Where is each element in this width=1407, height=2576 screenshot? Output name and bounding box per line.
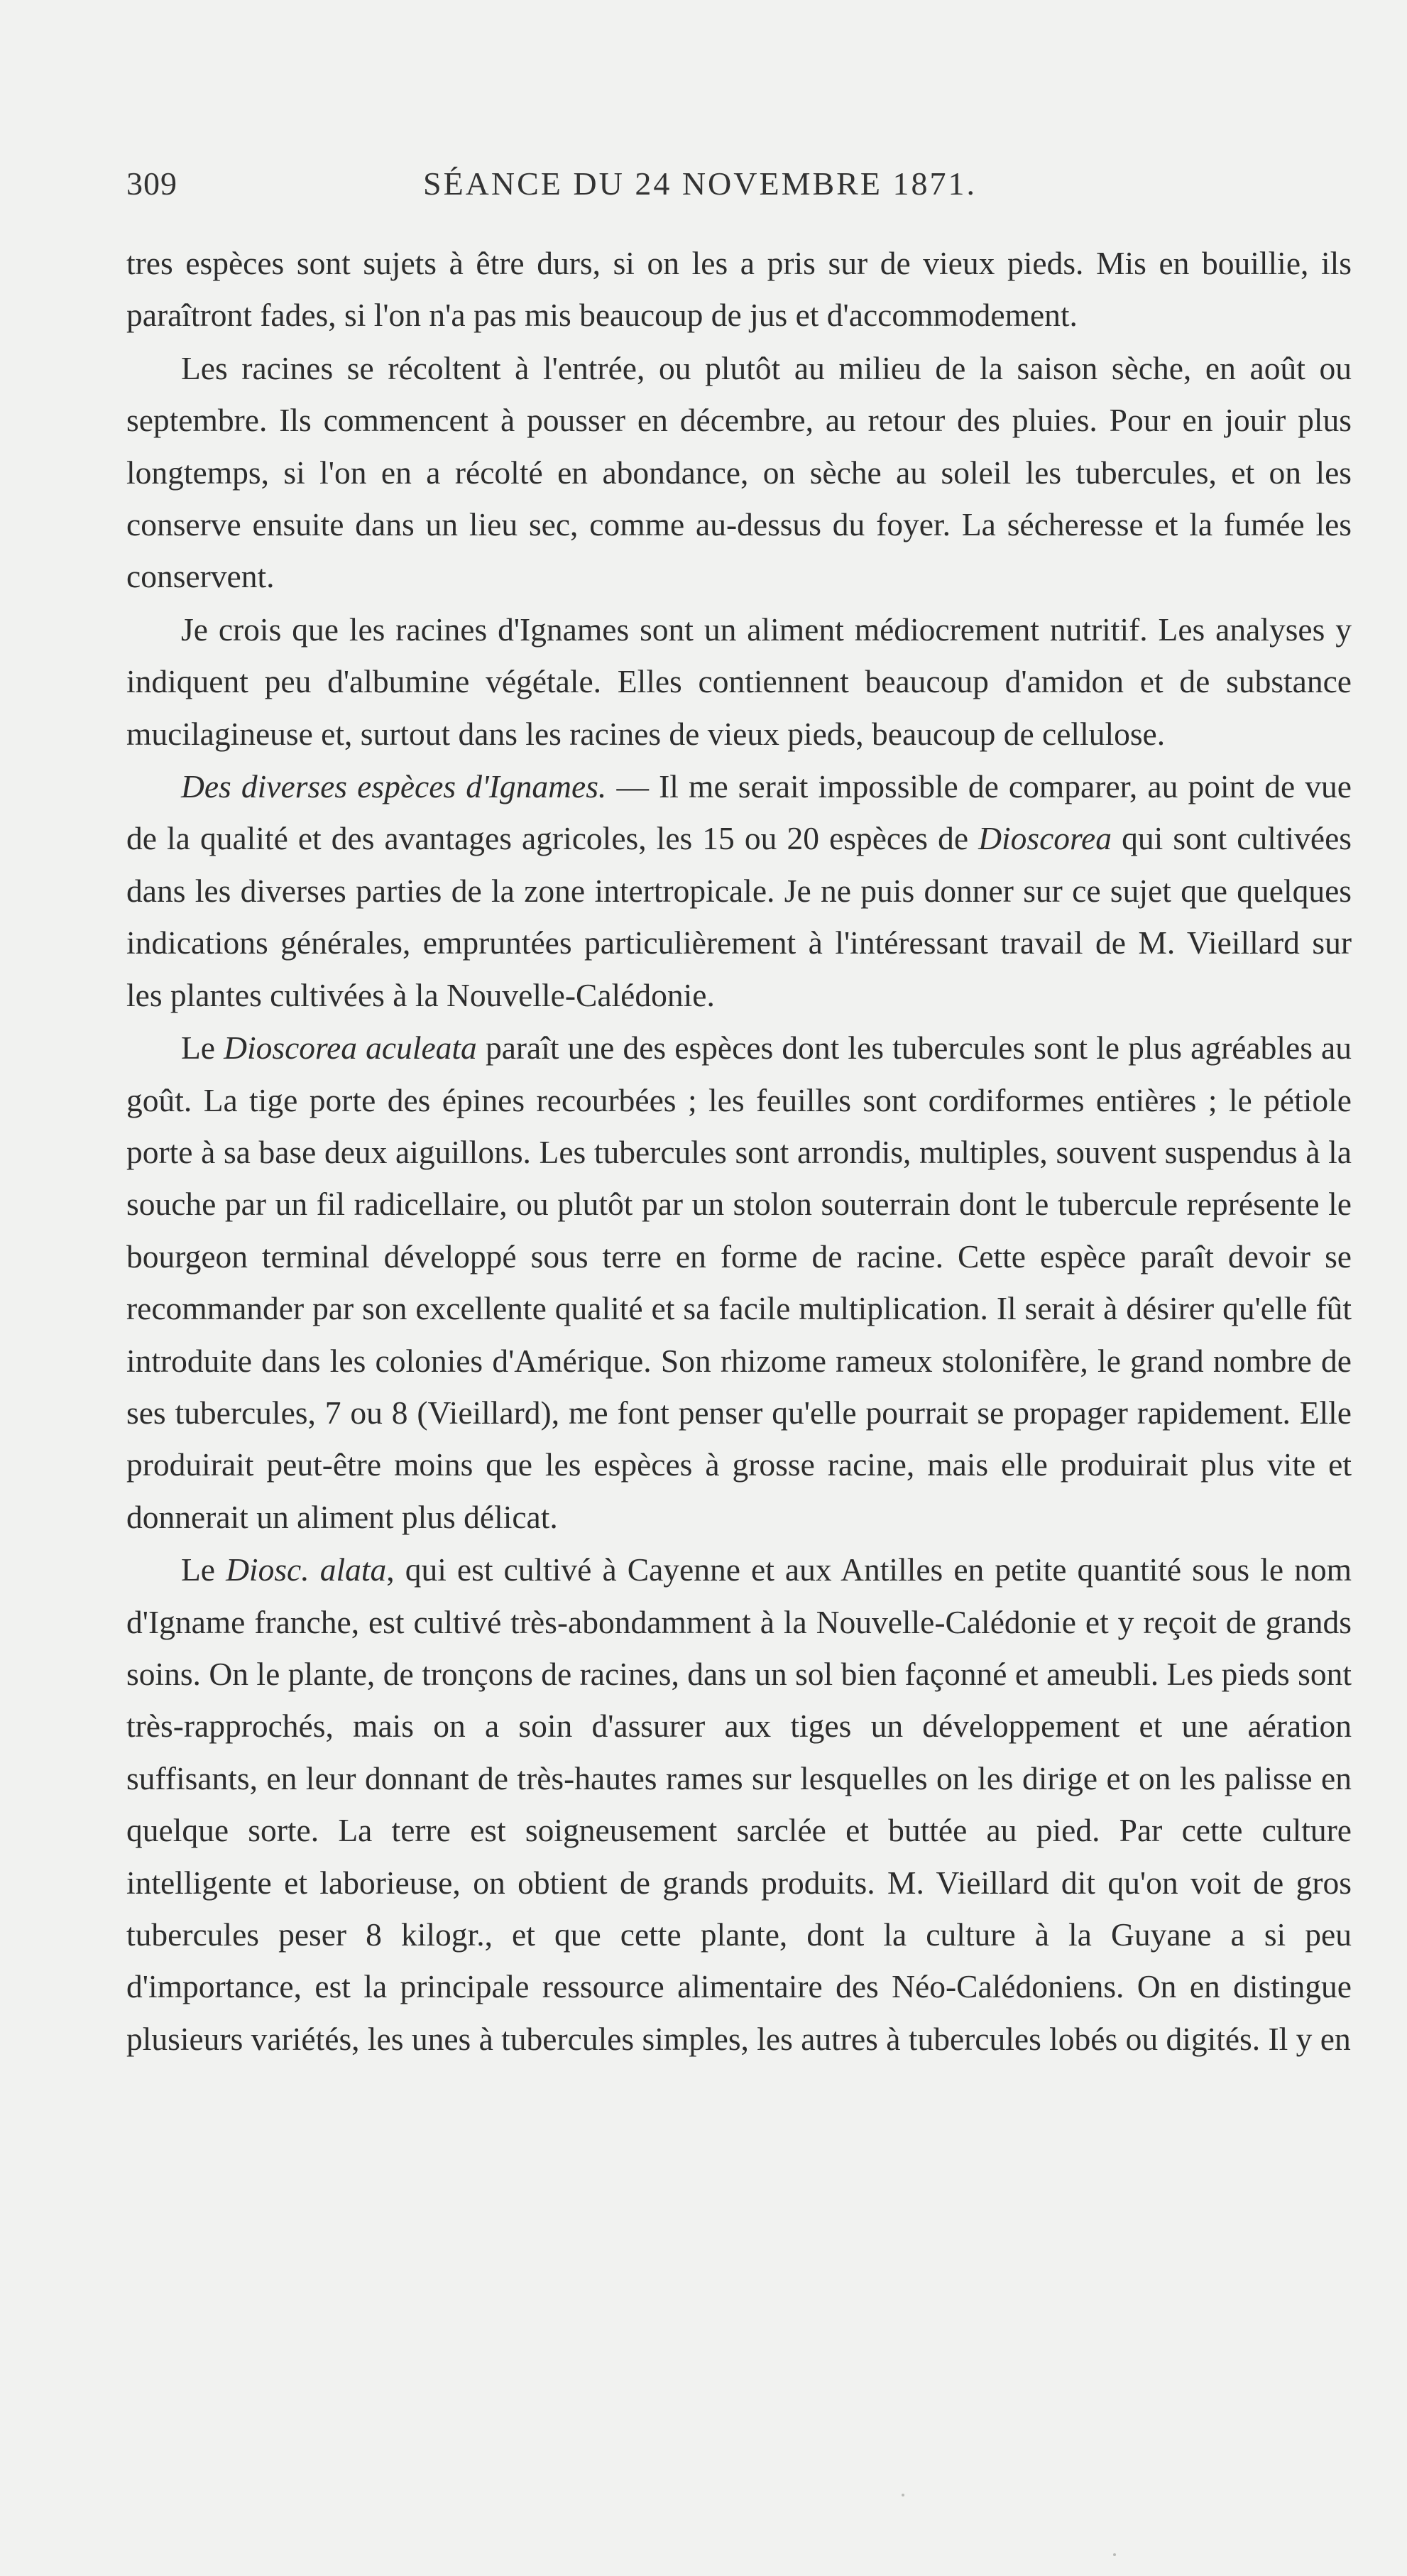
italic-text: Diosc. alata xyxy=(226,1551,387,1588)
text-run: , qui est cultivé à Cayenne et aux Antilles en petite quantité sous le nom d'Igname franche, est cultivé très-abondamment à la Nouvelle-Calédonie et y reçoit de grands soins. On le plante, de tronçons de racines, dans un sol bien façonné et ameubli. Les pieds sont très-rapprochés, mais on a soin d'assurer aux tiges un développement et une aération suffisants, en leur donnant de très-hautes rames sur lesquelles on les dirige et on les palisse en quelque sorte. La terre est soigneusement sarclée et buttée au pied. Par cette culture intelligente et laborieuse, on obtient de grands produits. M. Vieillard dit qu'on voit de gros tubercules peser 8 kilogr., et que cette plante, dont la culture à la Guyane a si peu d'importance, est la principale ressource alimentaire des Néo-Calédoniens. On en distingue plusieurs variétés, les unes à tubercules simples, les autres à tubercules lobés ou digités. Il y en xyxy=(126,1551,1352,2057)
italic-text: Dioscorea aculeata xyxy=(224,1030,477,1066)
scan-speck xyxy=(1113,2553,1116,2556)
text-run: paraît une des espèces dont les tubercules sont le plus agréables au goût. La tige porte des épines recourbées ; les feuilles sont cordiformes entières ; le pétiole porte à sa base deux aiguillons. Les tubercules sont arrondis, multiples, souvent suspendus à la souche par un fil radicellaire, ou plutôt par un stolon souterrain dont le tubercule représente le bourgeon terminal développé sous terre en forme de racine. Cette espèce paraît devoir se recommander par son excellente qualité et sa facile multiplication. Il serait à désirer qu'elle fût introduite dans les colonies d'Amérique. Son rhizome rameux stolonifère, le grand nombre de ses tubercules, 7 ou 8 (Vieillard), me font penser qu'elle pourrait se propager rapidement. Elle produirait peut-être moins que les espèces à grosse racine, mais elle produirait plus vite et donnerait un aliment plus délicat. xyxy=(126,1030,1352,1535)
italic-text: Dioscorea xyxy=(978,820,1112,857)
page-content xyxy=(126,155,1352,2065)
text-run: — Il me serait impossible de comparer, au point de vue de la qualité et des avantages agricoles, les 15 ou 20 espèces de xyxy=(126,768,1352,857)
text-run: tres espèces sont sujets à être durs, si on les a pris sur de vieux pieds. Mis en bouillie, ils paraîtront fades, si l'on n'a pas mis beaucoup de jus et d'accommodement. xyxy=(126,245,1352,334)
page-header xyxy=(126,155,1352,212)
text-run: Je crois que les racines d'Ignames sont un aliment médiocrement nutritif. Les analyses y indiquent peu d'albumine végétale. Elles contiennent beaucoup d'amidon et de substance mucilagineuse et, surtout dans les racines de vieux pieds, beaucoup de cellulose. xyxy=(126,611,1352,752)
paragraph xyxy=(126,760,1352,1021)
page-number: 309 xyxy=(126,165,177,202)
text-run: qui sont cultivées dans les diverses parties de la zone intertropicale. Je ne puis donner sur ce sujet que quelques indications générales, empruntées particulièrement à l'intéressant travail de M. Vieillard sur les plantes cultivées à la Nouvelle-Calédonie. xyxy=(126,820,1352,1013)
paragraph xyxy=(126,237,1352,342)
text-run: Les racines se récoltent à l'entrée, ou plutôt au milieu de la saison sèche, en août ou septembre. Ils commencent à pousser en décembre, au retour des pluies. Pour en jouir plus longtemps, si l'on en a récolté en abondance, on sèche au soleil les tubercules, et on les conserve ensuite dans un lieu sec, comme au-dessus du foyer. La sécheresse et la fumée les conservent. xyxy=(126,349,1352,595)
text-run: Le xyxy=(181,1551,226,1588)
running-title: SÉANCE DU 24 NOVEMBRE 1871. xyxy=(423,165,977,202)
paragraph xyxy=(126,604,1352,760)
body-text xyxy=(126,237,1352,2065)
scan-speck xyxy=(902,2494,904,2496)
text-run: Le xyxy=(181,1030,224,1066)
italic-text: Des diverses espèces d'Ignames. xyxy=(181,768,607,805)
paragraph xyxy=(126,1022,1352,1543)
paragraph xyxy=(126,342,1352,603)
paragraph xyxy=(126,1544,1352,2065)
